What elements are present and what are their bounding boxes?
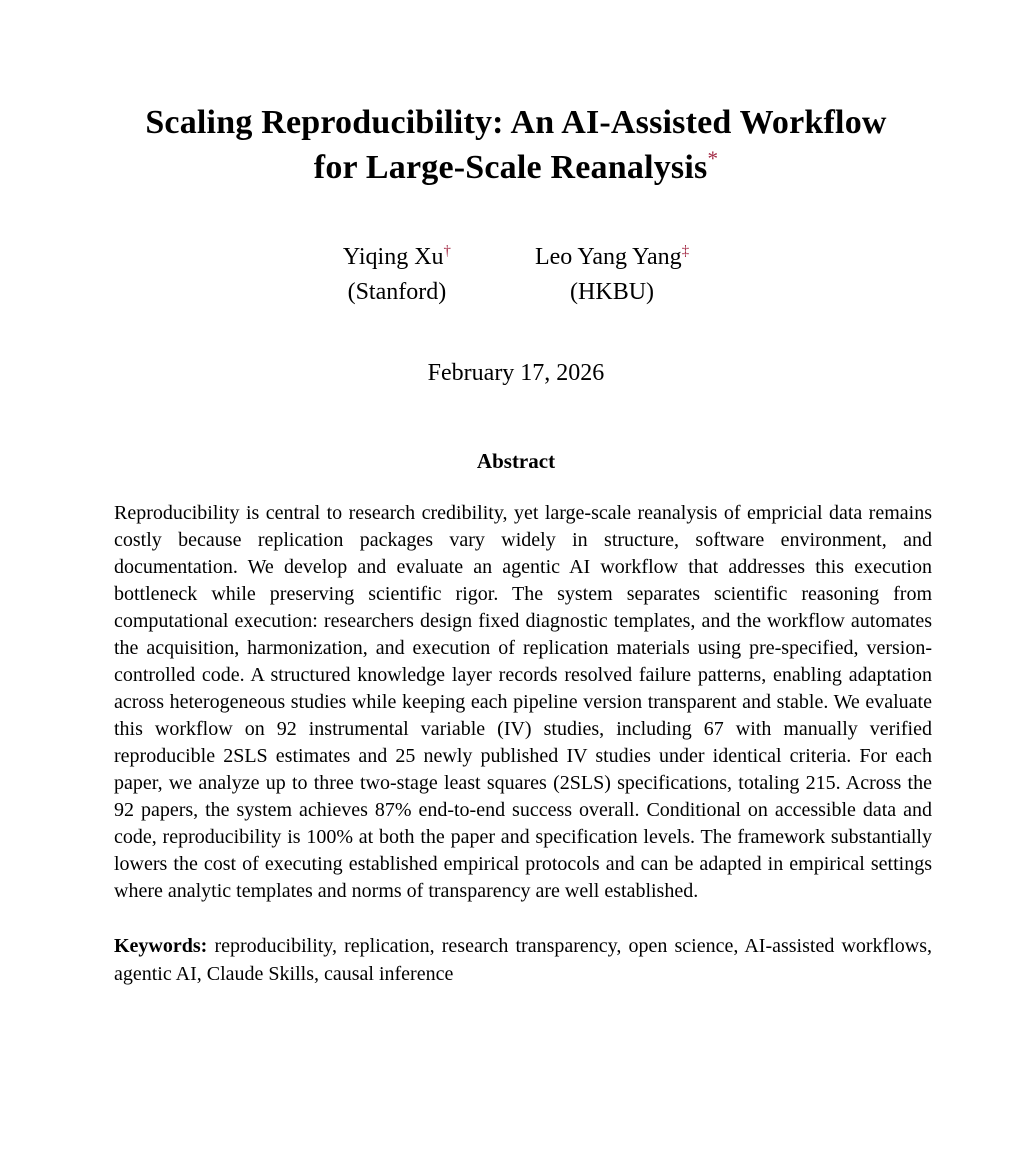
title-line-2: for Large-Scale Reanalysis xyxy=(313,149,708,186)
authors-block xyxy=(0,240,1032,310)
paper-date: February 17, 2026 xyxy=(427,360,605,386)
author-1-name: Yiqing Xu xyxy=(342,244,444,270)
author-2-name-line xyxy=(535,240,689,275)
paper-title xyxy=(0,100,1032,190)
author-1-name-line xyxy=(343,240,451,275)
title-line-1: Scaling Reproducibility: An AI-Assisted Workflow xyxy=(145,104,887,141)
abstract-text: Reproducibility is central to research credibility, yet large-scale reanalysis of empricial data remains costly because replication packages vary widely in structure, software environment, and documentation. We develop and evaluate an agentic AI workflow that addresses this execution bottleneck while preserving scientific rigor. The system separates scientific reasoning from computational execution: researchers design fixed diagnostic templates, and the workflow automates the acquisition, harmonization, and execution of replication materials using pre-specified, version-controlled code. A structured knowledge layer records resolved failure patterns, enabling adaptation across heterogeneous studies while keeping each pipeline version transparent and stable. We evaluate this workflow on 92 instrumental variable (IV) studies, including 67 with manually verified reproducible 2SLS estimates and 25 newly published IV studies under identical criteria. For each paper, we analyze up to three two-stage least squares (2SLS) specifications, totaling 215. Across the 92 papers, the system achieves 87% end-to-end success overall. Conditional on accessible data and code, reproducibility is 100% at both the paper and specification levels. The framework substantially lowers the cost of executing established empirical protocols and can be adapted in empirical settings where analytic templates and norms of transparency are well established. xyxy=(114,502,932,902)
author-2 xyxy=(535,240,689,310)
abstract-heading: Abstract xyxy=(476,449,556,473)
author-2-affiliation: (HKBU) xyxy=(570,279,655,305)
author-2-name: Leo Yang Yang xyxy=(534,244,682,270)
author-1-affiliation: (Stanford) xyxy=(347,279,447,305)
author-1-footnote-dagger: † xyxy=(443,243,451,259)
title-footnote-asterisk: * xyxy=(707,146,719,171)
author-2-footnote-double-dagger: ‡ xyxy=(681,243,690,259)
keywords-text: reproducibility, replication, research transparency, open science, AI-assisted workflows, agentic AI, Claude Skills, causal inference xyxy=(114,935,932,985)
keywords-label: Keywords: xyxy=(114,935,208,957)
author-1 xyxy=(343,240,451,310)
keywords-line xyxy=(114,932,932,988)
